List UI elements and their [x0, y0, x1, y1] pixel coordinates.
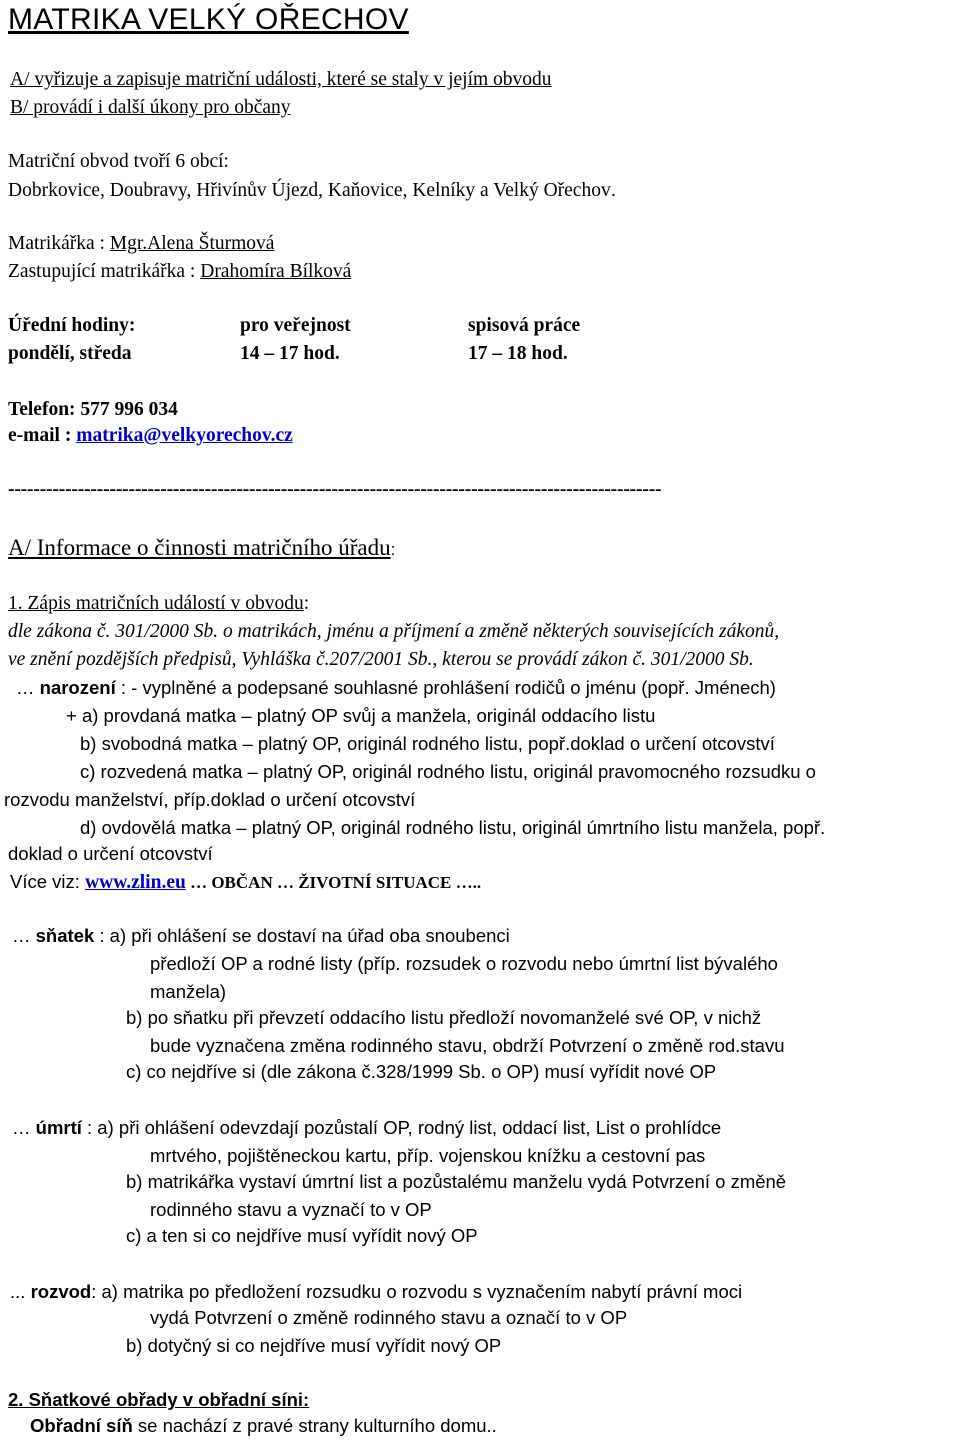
obvod-towns-text: Dobrkovice, Doubravy, Hřivínův Újezd, Kaňovice, Kelníky a Velký Ořechov: [8, 180, 611, 201]
intro-b: B/ provádí i další úkony pro občany: [10, 97, 291, 118]
obvod-towns-end: .: [610, 179, 617, 201]
narozeni-c2: rozvodu manželství, příp.doklad o určení otcovství: [4, 789, 416, 810]
obvod-towns: [8, 178, 616, 203]
narozeni-label: narození: [39, 677, 116, 698]
hours-days: pondělí, středa: [8, 343, 132, 364]
narozeni-line: [16, 676, 776, 700]
rozvod-b: b) dotyčný si co nejdříve musí vyřídit nový OP: [126, 1335, 502, 1356]
snatek-label: sňatek: [35, 925, 95, 946]
zastupujici-name: Drahomíra Bílková: [200, 261, 352, 282]
narozeni-a: + a) provdaná matka – platný OP svůj a manžela, originál oddacího listu: [66, 705, 656, 726]
hours-header-3: spisová práce: [468, 315, 581, 336]
s2-text-bold: Obřadní síň: [30, 1415, 133, 1436]
umrti-prefix: …: [12, 1117, 36, 1138]
hours-header-1: Úřední hodiny:: [8, 315, 136, 336]
s1-heading-text: 1. Zápis matričních událostí v obvodu: [8, 593, 304, 614]
phone: Telefon: 577 996 034: [8, 399, 178, 420]
s1-heading: [8, 592, 309, 616]
rozvod-line: [10, 1280, 742, 1304]
narozeni-c1: c) rozvedená matka – platný OP, originál rodného listu, originál pravomocného rozsudku o: [80, 761, 816, 782]
page-title: MATRIKA VELKÝ OŘECHOV: [8, 3, 409, 36]
vice-label: Více viz:: [10, 871, 86, 892]
umrti-label: úmrtí: [35, 1117, 82, 1138]
rozvod-a2: vydá Potvrzení o změně rodinného stavu a označí to v OP: [150, 1307, 628, 1328]
snatek-a3: manžela): [150, 981, 227, 1002]
law-line-2: ve znění pozdějších předpisů, Vyhláška č.207/2001 Sb., kterou se provádí zákon č. 301/2000 Sb.: [8, 649, 754, 670]
section-a-colon: :: [390, 540, 396, 559]
snatek-b2: bude vyznačena změna rodinného stavu, obdrží Potvrzení o změně rod.stavu: [150, 1035, 785, 1056]
section-a-heading-text: A/ Informace o činnosti matričního úřadu: [8, 535, 391, 560]
umrti-a2: mrtvého, pojištěneckou kartu, příp. vojenskou knížku a cestovní pas: [150, 1145, 706, 1166]
email-line: [8, 424, 293, 448]
vice-viz-line: [10, 870, 481, 895]
rozvod-a: : a) matrika po předložení rozsudku o rozvodu s vyznačením nabytí právní moci: [91, 1281, 743, 1302]
umrti-line: [12, 1116, 721, 1140]
divider: -------------------------------------------------------------------------------------------------------: [8, 479, 662, 500]
matrikarka-label: Matrikářka :: [8, 233, 110, 254]
s1-heading-colon: :: [303, 593, 310, 614]
vice-rest: … OBČAN … ŽIVOTNÍ SITUACE …..: [185, 873, 482, 892]
narozeni-b: b) svobodná matka – platný OP, originál rodného listu, popř.doklad o určení otcovství: [80, 733, 775, 754]
snatek-b: b) po sňatku při převzetí oddacího listu předloží novomanželé své OP, v nichž: [126, 1007, 762, 1028]
law-line-1: dle zákona č. 301/2000 Sb. o matrikách, jménu a příjmení a změně některých souvisejících zákonů,: [8, 621, 780, 642]
rozvod-label: rozvod: [30, 1281, 92, 1302]
narozeni-prefix: …: [16, 677, 40, 698]
hours-public: 14 – 17 hod.: [240, 343, 340, 364]
zastupujici-label: Zastupující matrikářka :: [8, 261, 201, 282]
s2-text: [30, 1414, 497, 1438]
matrikarka-line: [8, 232, 274, 256]
narozeni-d1: d) ovdovělá matka – platný OP, originál rodného listu, originál úmrtního listu manžela, popř.: [80, 817, 826, 838]
zlin-link[interactable]: www.zlin.eu: [85, 872, 186, 893]
narozeni-text: : - vyplněné a podepsané souhlasné prohlášení rodičů o jménu (popř. Jménech): [115, 677, 776, 698]
zastupujici-line: [8, 260, 351, 284]
umrti-b2: rodinného stavu a vyznačí to v OP: [150, 1199, 432, 1220]
obvod-heading: Matriční obvod tvoří 6 obcí:: [8, 151, 229, 172]
umrti-c: c) a ten si co nejdříve musí vyřídit nový OP: [126, 1225, 478, 1246]
hours-header-2: pro veřejnost: [240, 315, 351, 336]
snatek-a2: předloží OP a rodné listy (příp. rozsudek o rozvodu nebo úmrtní list bývalého: [150, 953, 778, 974]
umrti-b: b) matrikářka vystaví úmrtní list a pozůstalému manželu vydá Potvrzení o změně: [126, 1171, 787, 1192]
s2-text-rest: se nachází z pravé strany kulturního domu..: [132, 1415, 497, 1436]
narozeni-d2: doklad o určení otcovství: [8, 843, 213, 864]
s2-heading: 2. Sňatkové obřady v obřadní síni:: [8, 1389, 310, 1410]
hours-office: 17 – 18 hod.: [468, 343, 568, 364]
intro-a: A/ vyřizuje a zapisuje matriční události, které se staly v jejím obvodu: [10, 69, 552, 90]
matrikarka-name: Mgr.Alena Šturmová: [109, 233, 275, 254]
email-label: e-mail :: [8, 425, 77, 446]
snatek-line: [12, 924, 510, 948]
umrti-a: : a) při ohlášení odevzdají pozůstalí OP, rodný list, oddací list, List o prohlídce: [81, 1117, 722, 1138]
section-a-heading: [8, 534, 395, 564]
snatek-c: c) co nejdříve si (dle zákona č.328/1999 Sb. o OP) musí vyřídit nové OP: [126, 1061, 717, 1082]
email-link[interactable]: matrika@velkyorechov.cz: [76, 425, 293, 446]
snatek-a: : a) při ohlášení se dostaví na úřad oba snoubenci: [94, 925, 510, 946]
snatek-prefix: …: [12, 925, 36, 946]
rozvod-prefix: ...: [10, 1281, 31, 1302]
